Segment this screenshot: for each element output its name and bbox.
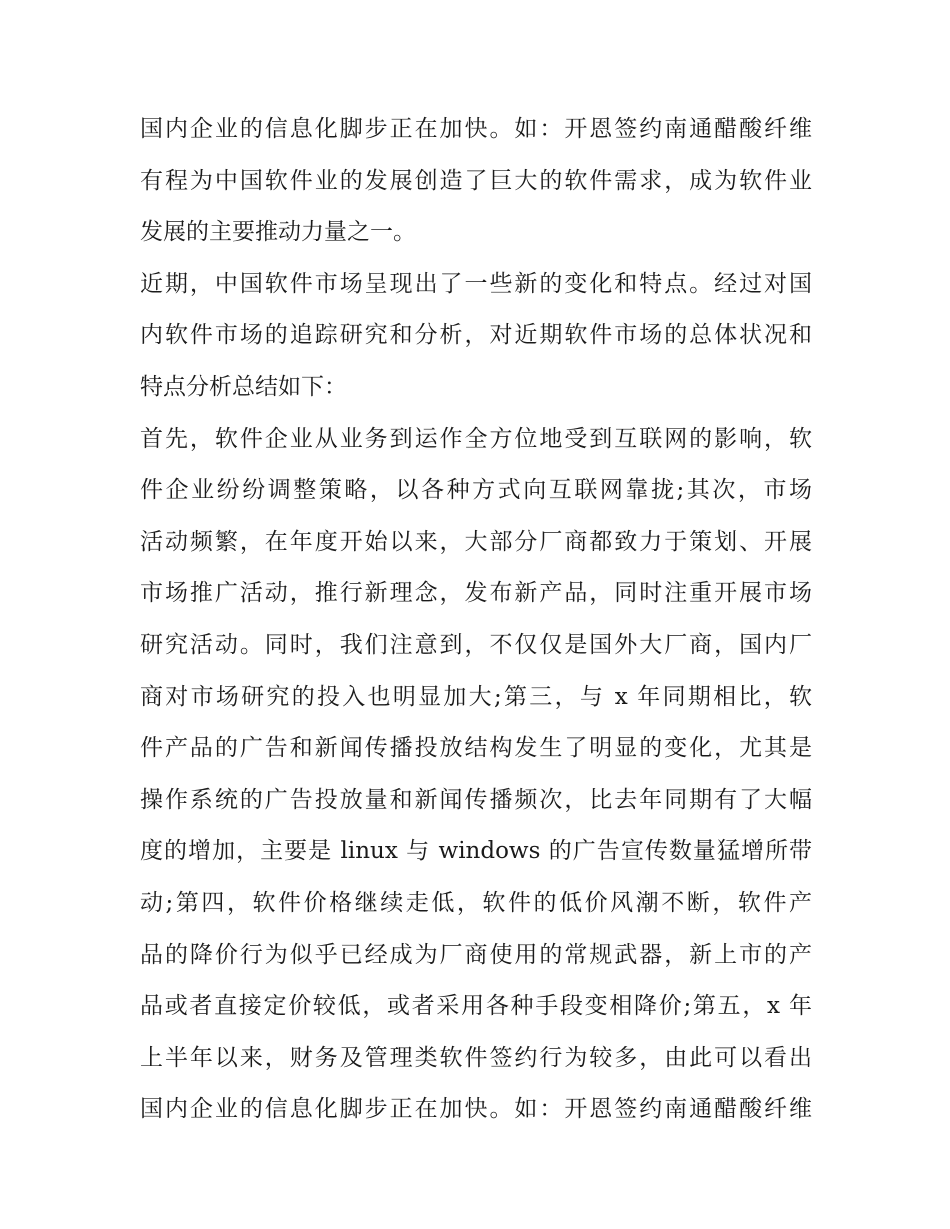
text-line: 件企业纷纷调整策略，以各种方式向互联网靠拢;其次，市场 xyxy=(140,477,812,504)
text-line: 国内企业的信息化脚步正在加快。如：开恩签约南通醋酸纤维 xyxy=(140,1096,812,1123)
text-line: 研究活动。同时，我们注意到，不仅仅是国外大厂商，国内厂 xyxy=(140,631,812,658)
text-line: 国内企业的信息化脚步正在加快。如：开恩签约南通醋酸纤维 xyxy=(140,116,812,142)
text-line: 品或者直接定价较低，或者采用各种手段变相降价;第五，x 年 xyxy=(140,993,812,1020)
document-body xyxy=(140,104,812,1136)
text-line: 件产品的广告和新闻传播投放结构发生了明显的变化，尤其是 xyxy=(140,735,812,762)
text-line: 上半年以来，财务及管理类软件签约行为较多，由此可以看出 xyxy=(140,1044,812,1071)
text-line: 首先，软件企业从业务到运作全方位地受到互联网的影响，软 xyxy=(140,425,812,452)
text-line: 活动频繁，在年度开始以来，大部分厂商都致力于策划、开展 xyxy=(140,528,812,555)
text-line: 市场推广活动，推行新理念，发布新产品，同时注重开展市场 xyxy=(140,580,812,607)
text-line: 动;第四，软件价格继续走低，软件的低价风潮不断，软件产 xyxy=(140,889,812,916)
text-line: 内软件市场的追踪研究和分析，对近期软件市场的总体状况和 xyxy=(140,322,812,349)
text-line: 近期，中国软件市场呈现出了一些新的变化和特点。经过对国 xyxy=(140,270,812,297)
text-line: 特点分析总结如下： xyxy=(140,373,347,400)
text-line: 度的增加，主要是 linux 与 windows 的广告宣传数量猛增所带 xyxy=(140,838,812,865)
text-line: 商对市场研究的投入也明显加大;第三，与 x 年同期相比，软 xyxy=(140,683,812,710)
text-line: 有程为中国软件业的发展创造了巨大的软件需求，成为软件业 xyxy=(140,167,812,194)
text-line: 品的降价行为似乎已经成为厂商使用的常规武器，新上市的产 xyxy=(140,941,812,968)
text-line: 操作系统的广告投放量和新闻传播频次，比去年同期有了大幅 xyxy=(140,786,812,813)
text-line: 发展的主要推动力量之一。 xyxy=(140,219,416,246)
